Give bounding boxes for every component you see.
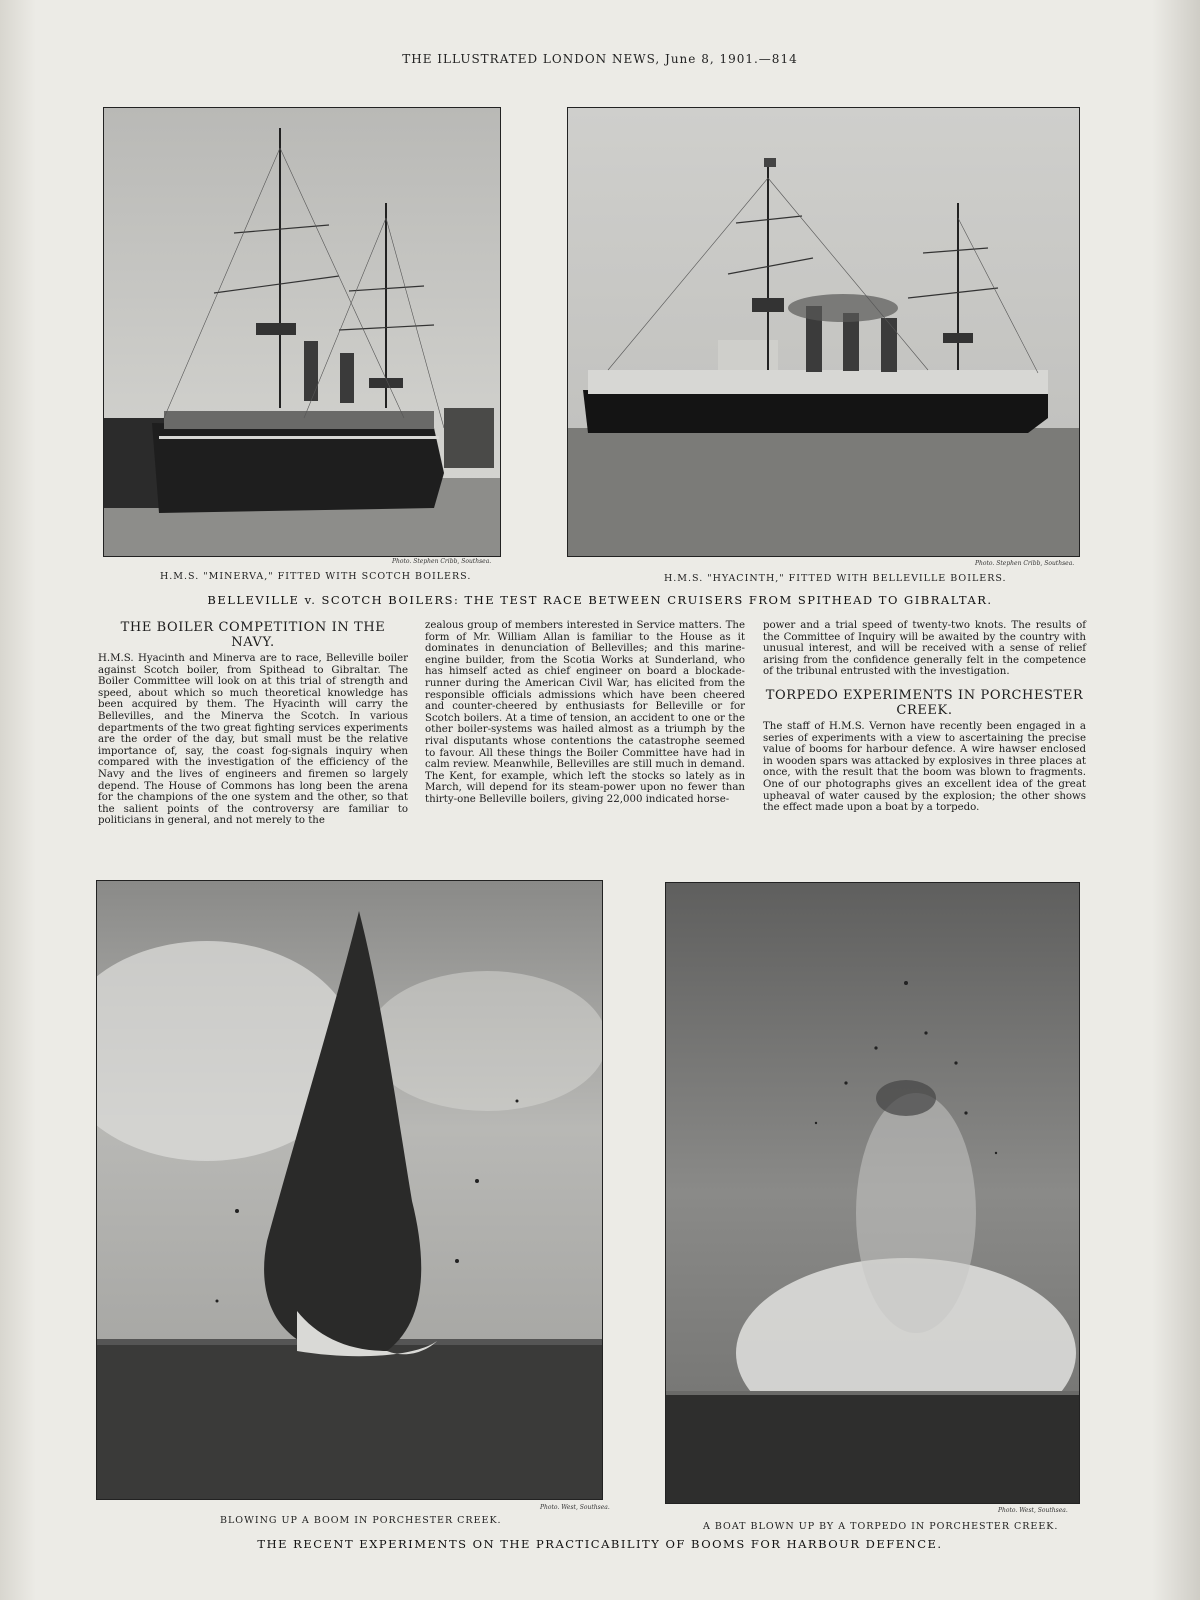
photo-credit: Photo. Stephen Cribb, Southsea.	[975, 560, 1075, 567]
photo-credit: Photo. West, Southsea.	[998, 1507, 1068, 1514]
photo-minerva	[103, 107, 501, 557]
article-column-2	[425, 620, 745, 806]
article-text: power and a trial speed of twenty-two knots. The results of the Committee of Inquiry will be awaited by the country with unusual interest, and will be received with a sense of relief arising from the confidence generally felt in the competence of the tribunal entrusted with the investigation.	[763, 620, 1086, 678]
bottom-banner-caption: THE RECENT EXPERIMENTS ON THE PRACTICABILITY OF BOOMS FOR HARBOUR DEFENCE.	[257, 1537, 943, 1551]
photo-caption-boom: BLOWING UP A BOOM IN PORCHESTER CREEK.	[220, 1515, 502, 1526]
article-text: H.M.S. Hyacinth and Minerva are to race, Belleville boiler against Scotch boiler, from Spithead to Gibraltar. The Boiler Committee will look on at this trial of strength and speed, about which so much theoretical knowledge has been acquired by them. The Hyacinth will carry the Bellevilles, and the Minerva the Scotch. In various departments of the two great fighting services experiments are the order of the day, but small must be the relative importance of, say, the coast fog-signals inquiry when compared with the investigation of the efficiency of the Navy and the lives of engineers and firemen so largely depend. The House of Commons has long been the arena for the champions of the one system and the other, so that the salient points of the controversy are familiar to politicians in general, and not merely to the	[98, 653, 408, 827]
photo-caption-torpedo: A BOAT BLOWN UP BY A TORPEDO IN PORCHESTER CREEK.	[703, 1521, 1059, 1532]
masthead: THE ILLUSTRATED LONDON NEWS, June 8, 1901.—814	[402, 52, 798, 66]
top-banner-caption: BELLEVILLE v. SCOTCH BOILERS: THE TEST RACE BETWEEN CRUISERS FROM SPITHEAD TO GIBRALTAR.	[207, 593, 993, 607]
article-title-torpedo: TORPEDO EXPERIMENTS IN PORCHESTER CREEK.	[765, 687, 1084, 718]
photo-credit: Photo. Stephen Cribb, Southsea.	[392, 558, 492, 565]
photo-hyacinth	[567, 107, 1080, 557]
photo-credit: Photo. West, Southsea.	[540, 1504, 610, 1511]
article-column-1	[98, 620, 408, 827]
photo-boom-explosion	[96, 880, 603, 1500]
photo-caption-hyacinth: H.M.S. "HYACINTH," FITTED WITH BELLEVILLE BOILERS.	[664, 573, 1007, 584]
article-column-3	[763, 620, 1086, 814]
photo-caption-minerva: H.M.S. "MINERVA," FITTED WITH SCOTCH BOILERS.	[160, 571, 472, 582]
photo-torpedo-boat	[665, 882, 1080, 1504]
article-title-boiler: THE BOILER COMPETITION IN THE NAVY.	[120, 620, 386, 650]
article-text: zealous group of members interested in Service matters. The form of Mr. William Allan is familiar to the House as it dominates in denunciation of Bellevilles; and this marine-engine builder, from the Scotia Works at Sunderland, who has himself acted as chief engineer on board a blockade-runner during the American Civil War, has elicited from the responsible officials admissions which have been cheered and counter-cheered by enthusiasts for Belleville or for Scotch boilers. At a time of tension, an accident to one or the other boiler-systems was hailed almost as a triumph by the rival disputants whose contentions the catastrophe seemed to favour. All these things the Boiler Committee have had in calm review. Meanwhile, Bellevilles are still much in demand. The Kent, for example, which left the stocks so lately as in March, will depend for its steam-power upon no fewer than thirty-one Belleville boilers, giving 22,000 indicated horse-	[425, 620, 745, 805]
article-text: The staff of H.M.S. Vernon have recently been engaged in a series of experiments with a view to ascertaining the precise value of booms for harbour defence. A wire hawser enclosed in wooden spars was attacked by explosives in three places at once, with the result that the boom was blown to fragments. One of our photographs gives an excellent idea of the great upheaval of water caused by the explosion; the other shows the effect made upon a boat by a torpedo.	[763, 720, 1086, 814]
